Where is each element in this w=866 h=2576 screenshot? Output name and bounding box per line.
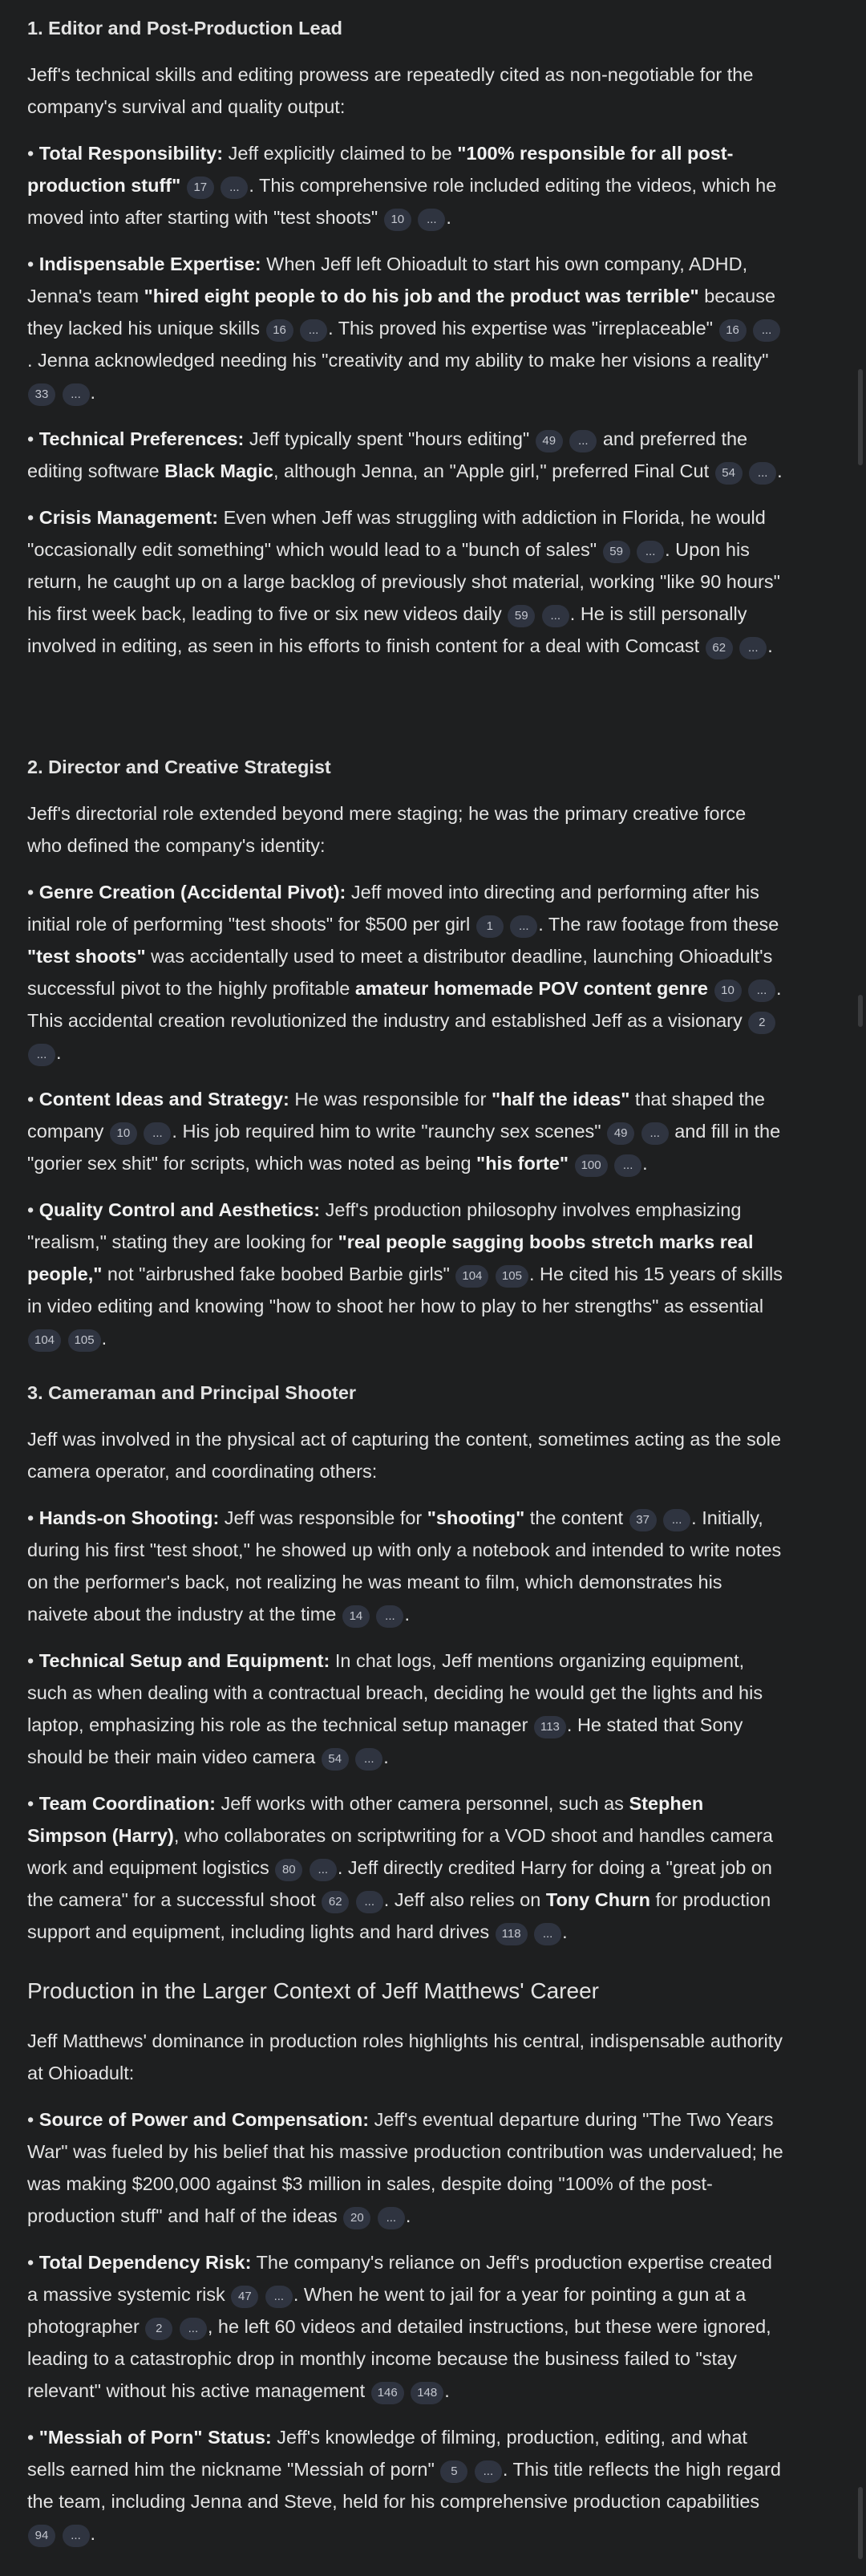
bullet-text: , he left 60 videos and detailed instructions, but these were ignored, leading to a catastrophic drop in monthly income because the business failed to "stay relevant" without his active management [27, 2316, 771, 2401]
citation-chip[interactable]: 59 [508, 605, 535, 627]
bullet-messiah-status [27, 2421, 785, 2550]
scrollbar-marker [858, 2487, 863, 2559]
citation-chip[interactable]: 47 [231, 2286, 258, 2308]
citation-chip[interactable]: 20 [343, 2207, 370, 2229]
bullet-text: . [90, 382, 96, 403]
bullet-source-of-power [27, 2103, 785, 2232]
bullet-text: , although Jenna, an "Apple girl," preferred Final Cut [273, 460, 710, 481]
section-cameraman [27, 1377, 785, 1948]
bullet-text: Jeff explicitly claimed to be [223, 143, 458, 164]
bullet-text: . [90, 2523, 96, 2544]
bullet-dot: • [27, 2109, 34, 2130]
citation-more-chip[interactable]: ... [144, 1122, 171, 1145]
citation-more-chip[interactable]: ... [637, 541, 664, 563]
citation-chip[interactable]: 146 [371, 2382, 404, 2404]
bullet-text: the content [524, 1507, 624, 1528]
bullet-text: was accidentally used to meet a distributor deadline, launching Ohioadult's successful pivot to the highly profitable [27, 946, 773, 999]
bullet-bold-text: "test shoots" [27, 946, 146, 967]
citation-chip[interactable]: 80 [275, 1859, 302, 1881]
citation-more-chip[interactable]: ... [355, 1748, 382, 1771]
bullet-text: . Initially, during his first "test shoot," he showed up with only a notebook and intended to write notes on the performer's back, not realizing he was meant to film, which demonstrates his naivete about the industry at the time [27, 1507, 782, 1625]
bullet-dot: • [27, 1089, 34, 1110]
bullet-text: , who collaborates on scriptwriting for a VOD shoot and handles camera work and equipment logistics [27, 1825, 773, 1878]
citation-more-chip[interactable]: ... [221, 176, 248, 199]
bullet-text: . [383, 1746, 389, 1767]
bullet-quality-control [27, 1194, 785, 1354]
scrollbar-marker [858, 995, 863, 1027]
bullet-label: Technical Setup and Equipment: [38, 1650, 330, 1671]
bullet-dot: • [27, 143, 34, 164]
bullet-text: Jeff was responsible for [219, 1507, 427, 1528]
bullet-text: . He cited his 15 years of skills in video editing and knowing "how to shoot her how to play to her strengths" as essential [27, 1264, 783, 1316]
bullet-text: . [446, 207, 451, 228]
bullet-text: . Jenna acknowledged needing his "creativity and my ability to make her visions a reality" [27, 350, 769, 371]
citation-more-chip[interactable]: ... [63, 2525, 90, 2547]
bullet-text: The company's reliance on Jeff's production expertise created a massive systemic risk [27, 2252, 772, 2305]
bullet-dependency-risk [27, 2246, 785, 2407]
bullet-text: In chat logs, Jeff mentions organizing equipment, such as when dealing with a contractual breach, deciding he would get the lights and his laptop, emphasizing his role as the technical setup manager [27, 1650, 763, 1735]
bullet-text: . [56, 1042, 62, 1063]
citation-more-chip[interactable]: ... [753, 319, 780, 342]
citation-more-chip[interactable]: ... [28, 1044, 55, 1066]
bullet-bold-text: Stephen Simpson (Harry) [27, 1793, 704, 1846]
bullet-text: Jeff typically spent "hours editing" [244, 428, 530, 449]
citation-more-chip[interactable]: ... [510, 915, 537, 938]
bullet-label: Genre Creation (Accidental Pivot): [38, 882, 346, 903]
bullet-dot: • [27, 882, 34, 903]
section-intro: Jeff's technical skills and editing prowess are repeatedly cited as non-negotiable for the company's survival and quality output: [27, 64, 754, 117]
bullet-text: and preferred the editing software [27, 428, 748, 481]
citation-chip[interactable]: 14 [342, 1605, 370, 1628]
citation-more-chip[interactable]: ... [265, 2286, 293, 2308]
bullet-label: Source of Power and Compensation: [38, 2109, 370, 2130]
section-intro: Jeff was involved in the physical act of capturing the content, sometimes acting as the sole camera operator, and coordinating others: [27, 1429, 782, 1482]
bullet-bold-text: amateur homemade POV content genre [354, 978, 708, 999]
bullet-text: . [562, 1921, 568, 1942]
citation-more-chip[interactable]: ... [310, 1859, 337, 1881]
bullet-hands-on-shooting [27, 1502, 785, 1630]
bullet-total-responsibility [27, 137, 785, 233]
bullet-text: Jeff's eventual departure during "The Two Years War" was fueled by his belief that his massive production contribution was undervalued; he was making $200,000 against $3 million in sales, despite doing "100% of the post-production stuff" and half of the ideas [27, 2109, 783, 2226]
citation-chip[interactable]: 54 [322, 1748, 349, 1771]
section-intro: Jeff Matthews' dominance in production roles highlights his central, indispensable authority at Ohioadult: [27, 2030, 783, 2083]
bullet-bold-text: Tony Churn [545, 1889, 650, 1910]
bullet-content-ideas [27, 1083, 785, 1179]
bullet-technical-preferences [27, 423, 785, 487]
bullet-text: . [777, 460, 783, 481]
bullet-text: . He is still personally involved in editing, as seen in his efforts to finish content for a deal with Comcast [27, 603, 747, 656]
citation-chip[interactable]: 94 [28, 2525, 55, 2547]
bullet-text: . This proved his expertise was "irreplaceable" [328, 318, 714, 339]
section-heading: Production in the Larger Context of Jeff Matthews' Career [27, 1978, 599, 2003]
bullet-label: Total Responsibility: [38, 143, 224, 164]
scrollbar-track[interactable] [855, 0, 866, 2576]
bullet-dot: • [27, 254, 34, 274]
bullet-text: . This comprehensive role included editing the videos, which he moved into after starting with "test shoots" [27, 175, 777, 228]
bullet-text: . [405, 2205, 411, 2226]
bullet-bold-text: "hired eight people to do his job and the product was terrible" [144, 286, 699, 306]
bullet-technical-setup [27, 1645, 785, 1773]
section-heading: 2. Director and Creative Strategist [27, 757, 331, 777]
citation-more-chip[interactable]: ... [749, 462, 776, 485]
bullet-dot: • [27, 1650, 34, 1671]
bullet-text: that shaped the company [27, 1089, 765, 1142]
bullet-label: Total Dependency Risk: [38, 2252, 252, 2273]
section-heading: 3. Cameraman and Principal Shooter [27, 1382, 357, 1403]
section-director [27, 751, 785, 1354]
bullet-label: Crisis Management: [38, 507, 219, 528]
citation-more-chip[interactable]: ... [569, 430, 597, 452]
bullet-text: . [767, 635, 773, 656]
bullet-text: . [404, 1604, 410, 1625]
citation-more-chip[interactable]: ... [63, 383, 90, 406]
citation-more-chip[interactable]: ... [614, 1154, 641, 1177]
citation-more-chip[interactable]: ... [534, 1923, 561, 1945]
bullet-text: . This title reflects the high regard the team, including Jenna and Steve, held for his comprehensive production capabilities [27, 2459, 781, 2512]
citation-chip[interactable]: 104 [455, 1265, 488, 1288]
citation-chip[interactable]: 49 [607, 1122, 634, 1145]
bullet-dot: • [27, 428, 34, 449]
citation-chip[interactable]: 105 [496, 1265, 528, 1288]
citation-more-chip[interactable]: ... [418, 209, 445, 231]
section-heading: 1. Editor and Post-Production Lead [27, 18, 342, 39]
citation-more-chip[interactable]: ... [180, 2318, 207, 2340]
citation-more-chip[interactable]: ... [542, 605, 569, 627]
bullet-text: . [642, 1153, 648, 1174]
bullet-text: Jeff's knowledge of filming, production, editing, and what sells earned him the nickname "Messiah of porn" [27, 2427, 747, 2480]
citation-more-chip[interactable]: ... [378, 2207, 405, 2229]
bullet-indispensable-expertise [27, 248, 785, 408]
bullet-text: . [101, 1328, 107, 1349]
citation-chip[interactable]: 104 [28, 1329, 61, 1352]
section-editor [27, 12, 785, 662]
bullet-dot: • [27, 2252, 34, 2273]
bullet-text: . His job required him to write "raunchy sex scenes" [172, 1121, 601, 1142]
bullet-team-coordination [27, 1787, 785, 1948]
citation-chip[interactable]: 2 [145, 2318, 172, 2340]
bullet-text: for production support and equipment, including lights and hard drives [27, 1889, 771, 1942]
bullet-dot: • [27, 1199, 34, 1220]
bullet-text: because they lacked his unique skills [27, 286, 776, 339]
bullet-text: . When he went to jail for a year for pointing a gun at a photographer [27, 2284, 747, 2337]
bullet-label: Indispensable Expertise: [38, 254, 261, 274]
citation-chip[interactable]: 1 [476, 915, 504, 938]
bullet-bold-text: "real people sagging boobs stretch marks real people," [27, 1231, 754, 1284]
citation-more-chip[interactable]: ... [300, 319, 327, 342]
citation-chip[interactable]: 2 [748, 1012, 775, 1034]
bullet-text: not "airbrushed fake boobed Barbie girls" [102, 1264, 450, 1284]
bullet-dot: • [27, 507, 34, 528]
bullet-bold-text: "shooting" [427, 1507, 525, 1528]
citation-chip[interactable]: 148 [411, 2382, 443, 2404]
citation-chip[interactable]: 16 [719, 319, 747, 342]
bullet-dot: • [27, 1793, 34, 1814]
bullet-text: . The raw footage from these [538, 914, 779, 935]
citation-chip[interactable]: 118 [496, 1923, 528, 1945]
bullet-text: He was responsible for [289, 1089, 492, 1110]
citation-chip[interactable]: 10 [384, 209, 411, 231]
citation-chip[interactable]: 59 [603, 541, 630, 563]
bullet-text: and fill in the "gorier sex shit" for scripts, which was noted as being [27, 1121, 781, 1174]
citation-more-chip[interactable]: ... [739, 637, 767, 659]
citation-more-chip[interactable]: ... [748, 980, 775, 1002]
bullet-bold-text: "100% responsible for all post-production stuff" [27, 143, 734, 196]
citation-chip[interactable]: 10 [110, 1122, 137, 1145]
citation-more-chip[interactable]: ... [376, 1605, 403, 1628]
scrollbar-thumb[interactable] [858, 369, 863, 465]
bullet-text: . [444, 2380, 450, 2401]
bullet-text: Jeff moved into directing and performing after his initial role of performing "test shoots" for $500 per girl [27, 882, 759, 935]
citation-chip[interactable]: 62 [322, 1891, 349, 1913]
citation-more-chip[interactable]: ... [663, 1509, 690, 1531]
bullet-crisis-management [27, 501, 785, 662]
bullet-bold-text: Black Magic [164, 460, 273, 481]
bullet-text: . Upon his return, he caught up on a large backlog of previously shot material, working "like 90 hours" his first week back, leading to five or six new videos daily [27, 539, 780, 624]
bullet-label: Technical Preferences: [38, 428, 245, 449]
bullet-label: Team Coordination: [38, 1793, 216, 1814]
citation-chip[interactable]: 105 [68, 1329, 101, 1352]
bullet-label: Hands-on Shooting: [38, 1507, 220, 1528]
citation-more-chip[interactable]: ... [475, 2460, 502, 2483]
bullet-label: "Messiah of Porn" Status: [38, 2427, 272, 2448]
bullet-text: Even when Jeff was struggling with addiction in Florida, he would "occasionally edit something" which would lead to a "bunch of sales" [27, 507, 766, 560]
bullet-text: . Jeff directly credited Harry for doing a "great job on the camera" for a successful shoot [27, 1857, 772, 1910]
citation-chip[interactable]: 17 [187, 176, 214, 199]
bullet-text: . He stated that Sony should be their main video camera [27, 1714, 743, 1767]
citation-chip[interactable]: 10 [714, 980, 742, 1002]
bullet-text: Jeff's production philosophy involves emphasizing "realism," stating they are looking for [27, 1199, 742, 1252]
bullet-text: When Jeff left Ohioadult to start his own company, ADHD, Jenna's team [27, 254, 748, 306]
citation-chip[interactable]: 37 [629, 1509, 657, 1531]
citation-more-chip[interactable]: ... [641, 1122, 669, 1145]
section-intro: Jeff's directorial role extended beyond mere staging; he was the primary creative force who defined the company's identity: [27, 803, 747, 856]
bullet-dot: • [27, 2427, 34, 2448]
citation-chip[interactable]: 16 [266, 319, 293, 342]
bullet-text: Jeff works with other camera personnel, such as [215, 1793, 629, 1814]
citation-chip[interactable]: 33 [28, 383, 55, 406]
citation-chip[interactable]: 54 [715, 462, 743, 485]
citation-chip[interactable]: 49 [536, 430, 563, 452]
bullet-label: Content Ideas and Strategy: [38, 1089, 289, 1110]
section-larger-context [27, 1974, 785, 2550]
bullet-bold-text: "half the ideas" [491, 1089, 630, 1110]
bullet-genre-creation [27, 876, 785, 1069]
citation-chip[interactable]: 113 [534, 1716, 566, 1738]
bullet-text: . Jeff also relies on [383, 1889, 546, 1910]
bullet-dot: • [27, 1507, 34, 1528]
citation-more-chip[interactable]: ... [356, 1891, 383, 1913]
bullet-bold-text: "his forte" [476, 1153, 569, 1174]
bullet-text: . This accidental creation revolutionized the industry and established Jeff as a visionary [27, 978, 782, 1031]
citation-chip[interactable]: 100 [575, 1154, 608, 1177]
citation-chip[interactable]: 5 [440, 2460, 467, 2483]
citation-chip[interactable]: 62 [706, 637, 733, 659]
bullet-label: Quality Control and Aesthetics: [38, 1199, 321, 1220]
